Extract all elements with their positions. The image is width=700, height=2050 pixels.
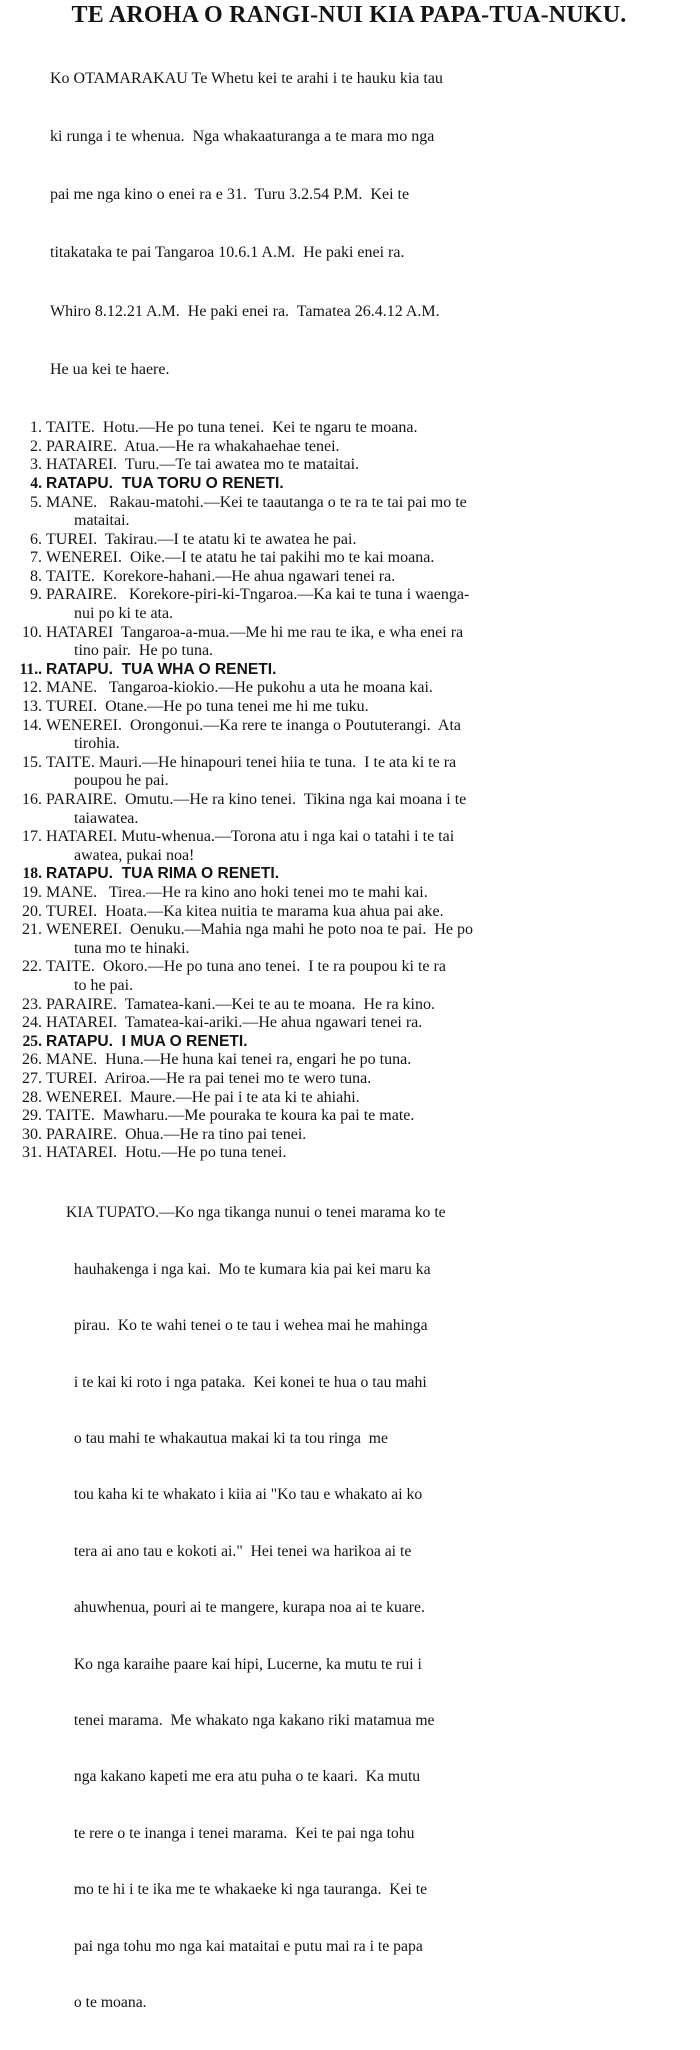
day-text [44, 698, 694, 717]
sunday-entry [4, 475, 694, 494]
day-number: 3. [30, 456, 42, 474]
day-entry [4, 791, 694, 828]
day-number: 24. [22, 1014, 42, 1032]
day-text [44, 475, 694, 494]
day-entry [4, 1051, 694, 1070]
note-line: te rere o te inanga i tenei marama. Kei te pai nga tohu [66, 1824, 415, 1842]
day-entry [4, 586, 694, 623]
day-number: 11.. [19, 660, 42, 678]
day-number: 13. [22, 698, 42, 716]
day-text [44, 661, 694, 680]
note-line: Ko nga karaihe paare kai hipi, Lucerne, ka mutu te rui i [66, 1655, 422, 1673]
intro-paragraph [50, 30, 694, 418]
intro-line: pai me nga kino o enei ra e 31. Turu 3.2.54 P.M. Kei te [50, 186, 410, 204]
note-line: i te kai ki roto i nga pataka. Kei konei te hua o tau mahi [66, 1373, 427, 1391]
day-entry [4, 754, 694, 791]
day-entry [4, 531, 694, 550]
day-number: 9. [30, 586, 42, 604]
day-text-continuation: tirohia. [74, 735, 120, 753]
day-text-line: PARAIRE. Tamatea-kani.—Kei te au te moana. He ra kino. [46, 995, 435, 1013]
day-text [44, 1033, 694, 1052]
day-entry [4, 828, 694, 865]
day-number: 1. [30, 419, 42, 437]
day-text-line: RATAPU. TUA WHA O RENETI. [46, 660, 277, 678]
day-text [44, 717, 694, 754]
day-number: 28. [22, 1088, 42, 1106]
intro-line: titakataka te pai Tangaroa 10.6.1 A.M. He paki enei ra. [50, 244, 405, 262]
day-text-line: TUREI. Otane.—He po tuna tenei me hi me tuku. [46, 698, 369, 716]
sunday-entry [4, 661, 694, 680]
note-line: KIA TUPATO.—Ko nga tikanga nunui o tenei marama ko te [66, 1204, 446, 1222]
day-text [44, 1014, 694, 1033]
day-text [44, 438, 694, 457]
day-entry [4, 679, 694, 698]
note-line: o tau mahi te whakautua makai ki ta tou ringa me [66, 1430, 388, 1448]
day-number: 27. [22, 1069, 42, 1087]
note-line: pirau. Ko te wahi tenei o te tau i wehea mai he mahinga [66, 1317, 428, 1335]
day-text-line: PARAIRE. Korekore-piri-ki-Tngaroa.—Ka kai te tuna i waenga- [46, 586, 470, 604]
day-text-line: WENEREI. Orongonui.—Ka rere te inanga o Poututerangi. Ata [46, 716, 461, 734]
day-number: 14. [22, 716, 42, 734]
day-text-continuation: taiawatea. [74, 809, 139, 827]
day-text-continuation: tino pair. He po tuna. [74, 642, 214, 660]
day-text [44, 456, 694, 475]
day-text-line: HATAREI Tangaroa-a-mua.—Me hi me rau te ika, e wha enei ra [46, 623, 464, 641]
day-text [44, 754, 694, 791]
day-number: 6. [30, 530, 42, 548]
day-text-continuation: mataitai. [74, 512, 130, 530]
note-line: tenei marama. Me whakato nga kakano riki matamua me [66, 1711, 435, 1729]
day-number: 29. [22, 1107, 42, 1125]
day-entry [4, 1089, 694, 1108]
day-text [44, 1144, 694, 1163]
day-entry [4, 624, 694, 661]
day-text-line: HATAREI. Mutu-whenua.—Torona atu i nga kai o tatahi i te tai [46, 828, 455, 846]
intro-line: Ko OTAMARAKAU Te Whetu kei te arahi i te hauku kia tau [50, 69, 443, 87]
day-entry [4, 996, 694, 1015]
day-text [44, 958, 694, 995]
page-title: TE AROHA O RANGI-NUI KIA PAPA-TUA-NUKU. [71, 2, 627, 28]
day-entry [4, 1014, 694, 1033]
day-text [44, 1089, 694, 1108]
day-entry [4, 958, 694, 995]
day-number: 25. [22, 1032, 42, 1050]
day-text-line: TAITE. Okoro.—He po tuna ano tenei. I te ra poupou ki te ra [46, 958, 446, 976]
day-number: 18. [22, 865, 42, 883]
day-text [44, 494, 694, 531]
intro-line: Whiro 8.12.21 A.M. He paki enei ra. Tamatea 26.4.12 A.M. [50, 302, 440, 320]
day-number: 7. [30, 549, 42, 567]
day-text [44, 921, 694, 958]
day-text [44, 624, 694, 661]
day-text [44, 903, 694, 922]
day-text-line: PARAIRE. Atua.—He ra whakahaehae tenei. [46, 437, 340, 455]
day-text-continuation: tuna mo te hinaki. [74, 939, 190, 957]
day-text-line: TUREI. Takirau.—I te atatu ki te awatea he pai. [46, 530, 357, 548]
day-entries-list [4, 419, 694, 1163]
day-entry [4, 698, 694, 717]
day-number: 16. [22, 791, 42, 808]
intro-line: ki runga i te whenua. Nga whakaaturanga a te mara mo nga [50, 128, 435, 146]
day-text-continuation: nui po ki te ata. [74, 605, 174, 623]
sunday-entry [4, 1033, 694, 1052]
day-number: 31. [22, 1144, 42, 1162]
day-text-line: PARAIRE. Ohua.—He ra tino pai tenei. [46, 1125, 307, 1143]
day-text-line: WENEREI. Oike.—I te atatu he tai pakihi mo te kai moana. [46, 549, 435, 567]
day-number: 17. [22, 828, 42, 846]
day-text-line: HATAREI. Hotu.—He po tuna tenei. [46, 1144, 287, 1162]
day-number: 20. [22, 902, 42, 920]
day-text-line: WENEREI. Oenuku.—Mahia nga mahi he poto noa te pai. He po [46, 921, 473, 939]
day-text [44, 828, 694, 865]
day-text-line: RATAPU. I MUA O RENETI. [46, 1032, 248, 1050]
day-text [44, 1070, 694, 1089]
day-text-line: RATAPU. TUA TORU O RENETI. [46, 474, 284, 492]
day-text [44, 791, 694, 828]
day-entry [4, 1070, 694, 1089]
day-number: 5. [30, 493, 42, 511]
day-text-line: TUREI. Ariroa.—He ra pai tenei mo te wero tuna. [46, 1069, 372, 1087]
day-number: 19. [22, 883, 42, 901]
day-text-continuation: poupou he pai. [74, 772, 169, 790]
day-number: 23. [22, 995, 42, 1013]
day-text-line: TAITE. Korekore-hahani.—He ahua ngawari tenei ra. [46, 567, 396, 585]
day-text [44, 996, 694, 1015]
day-text-line: TUREI. Hoata.—Ka kitea nuitia te marama kua ahua pai ake. [46, 902, 444, 920]
day-text [44, 865, 694, 884]
note-line: pai nga tohu mo nga kai mataitai e putu mai ra i te papa [66, 1937, 423, 1955]
day-entry [4, 903, 694, 922]
day-entry [4, 419, 694, 438]
intro-line: He ua kei te haere. [50, 360, 170, 378]
day-text-line: TAITE. Mauri.—He hinapouri tenei hiia te tuna. I te ata ki te ra [46, 753, 457, 771]
day-text [44, 884, 694, 903]
day-text [44, 531, 694, 550]
day-text [44, 1051, 694, 1070]
note-line: tera ai ano tau e kokoti ai." Hei tenei wa harikoa ai te [66, 1542, 412, 1560]
day-entry [4, 438, 694, 457]
day-text-line: HATAREI. Tamatea-kai-ariki.—He ahua ngawari tenei ra. [46, 1014, 423, 1032]
day-text [44, 1126, 694, 1145]
day-text-line: MANE. Huna.—He huna kai tenei ra, engari he po tuna. [46, 1051, 412, 1069]
day-number: 21. [22, 921, 42, 939]
day-text-line: MANE. Tirea.—He ra kino ano hoki tenei mo te mahi kai. [46, 883, 428, 901]
day-entry [4, 921, 694, 958]
day-number: 22. [22, 958, 42, 976]
day-number: 15. [22, 753, 42, 771]
note-line: hauhakenga i nga kai. Mo te kumara kia pai kei maru ka [66, 1260, 431, 1278]
day-entry [4, 494, 694, 531]
day-text [44, 1107, 694, 1126]
day-entry [4, 717, 694, 754]
day-number: 4. [30, 474, 42, 492]
day-entry [4, 884, 694, 903]
day-text-line: TAITE. Hotu.—He po tuna tenei. Kei te ngaru te moana. [46, 419, 418, 437]
day-text-line: MANE. Rakau-matohi.—Kei te taautanga o te ra te tai pai mo te [46, 493, 467, 511]
day-text [44, 679, 694, 698]
note-line: tou kaha ki te whakato i kiia ai "Ko tau e whakato ai ko [66, 1486, 423, 1504]
day-text-continuation: to he pai. [74, 976, 134, 994]
day-text-continuation: awatea, pukai noa! [74, 846, 195, 864]
day-text-line: MANE. Tangaroa-kiokio.—He pukohu a uta he moana kai. [46, 679, 433, 697]
day-number: 8. [30, 567, 42, 585]
day-number: 26. [22, 1051, 42, 1069]
sunday-entry [4, 865, 694, 884]
day-number: 12. [22, 679, 42, 697]
day-number: 2. [30, 437, 42, 455]
day-text [44, 549, 694, 568]
day-entry [4, 568, 694, 587]
day-text [44, 419, 694, 438]
note-line: ahuwhenua, pouri ai te mangere, kurapa noa ai te kuare. [66, 1599, 425, 1617]
note-line: o te moana. [66, 1993, 147, 2011]
day-entry [4, 456, 694, 475]
day-text-line: TAITE. Mawharu.—Me pouraka te koura ka pai te mate. [46, 1107, 415, 1125]
day-number: 10. [22, 623, 42, 641]
caution-note [66, 1167, 694, 2050]
note-line: mo te hi i te ika me te whakaeke ki nga tauranga. Kei te [66, 1881, 428, 1899]
day-text-line: HATAREI. Turu.—Te tai awatea mo te mataitai. [46, 456, 360, 474]
day-entry [4, 549, 694, 568]
day-text-line: WENEREI. Maure.—He pai i te ata ki te ahiahi. [46, 1088, 360, 1106]
day-number: 30. [22, 1125, 42, 1143]
note-line: nga kakano kapeti me era atu puha o te kaari. Ka mutu [66, 1768, 421, 1786]
day-entry [4, 1107, 694, 1126]
day-entry [4, 1126, 694, 1145]
day-text [44, 586, 694, 623]
day-text-line: PARAIRE. Omutu.—He ra kino tenei. Tikina nga kai moana i te [46, 791, 467, 808]
day-text-line: RATAPU. TUA RIMA O RENETI. [46, 865, 280, 883]
day-entry [4, 1144, 694, 1163]
day-text [44, 568, 694, 587]
